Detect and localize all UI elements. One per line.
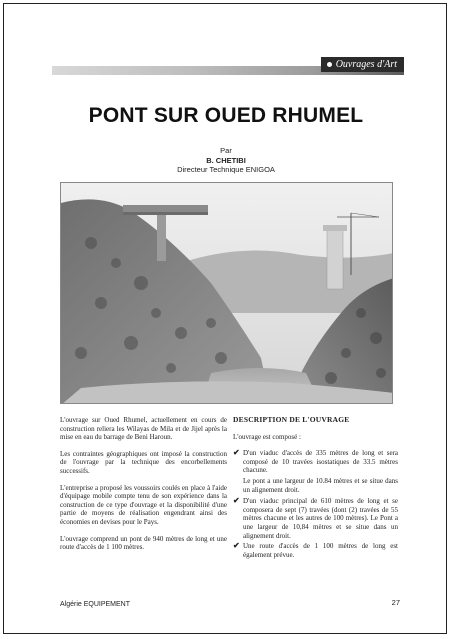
section-label: Ouvrages d'Art — [335, 59, 397, 70]
byline-par: Par — [220, 146, 232, 155]
page-number: 27 — [391, 598, 400, 607]
left-column — [60, 416, 227, 560]
list-item-text: Une route d'accès de 1 100 mètres de long est également prévue. — [243, 542, 398, 559]
paragraph: L'ouvrage comprend un pont de 940 mètres de long et une route d'accès de 1 100 mètres. — [60, 534, 227, 552]
list-item — [233, 497, 398, 540]
section-tag — [321, 57, 404, 72]
paragraph: L'ouvrage sur Oued Rhumel, actuellement en cours de construction reliera les Wilayas de Mila et de Jijel après la mise en eau du barrage de Beni Haroun. — [60, 416, 227, 442]
intro-text: L'ouvrage est composé : — [233, 432, 301, 441]
bridge-photo — [60, 182, 393, 404]
list-item — [233, 542, 398, 559]
check-icon: ✔ — [233, 496, 240, 506]
byline-role: Directeur Technique ENIGOA — [177, 165, 275, 174]
dot-icon — [327, 62, 332, 67]
right-column — [233, 416, 398, 561]
publication-name: Algérie EQUIPEMENT — [60, 601, 131, 608]
list-item — [233, 449, 398, 475]
article-title: PONT SUR OUED RHUMEL — [88, 104, 364, 127]
list-item-note: Le pont a une largeur de 10.84 mètres et se situe dans un alignement droit. — [243, 476, 398, 494]
byline-author: B. CHETIBI — [206, 155, 246, 165]
list-item-text: D'un viaduc d'accès de 335 mètres de long et sera composé de 10 travées isostatiques de 33.5 mètres chacune. — [243, 449, 398, 475]
section-heading: DESCRIPTION DE L'OUVRAGE — [233, 415, 350, 424]
byline — [0, 146, 452, 175]
paragraph: L'entreprise a proposé les voussoirs coulés en place à l'aide d'équipage mobile compte tenu de son expérience dans la construction de ce type d'ouvrage et la disponibilité d'une partie de moyens de réalisation engendrant ainsi des économies en devises pour le Pays. — [60, 483, 227, 526]
list-item-text: D'un viaduc principal de 610 mètres de long et se composera de sept (7) travées (dont (2) travées de 55 mètres chacune et les autres de 100 mètres). Le Pont a une largeur de 10,84 mètres et se situe dans un alignement droit. — [243, 497, 398, 540]
check-icon: ✔ — [233, 541, 240, 551]
bridge-photo-illustration — [61, 183, 393, 404]
paragraph: Les contraintes géographiques ont imposé la construction de l'ouvrage par la technique des encorbellements successifs. — [60, 449, 227, 475]
check-icon: ✔ — [233, 448, 240, 458]
